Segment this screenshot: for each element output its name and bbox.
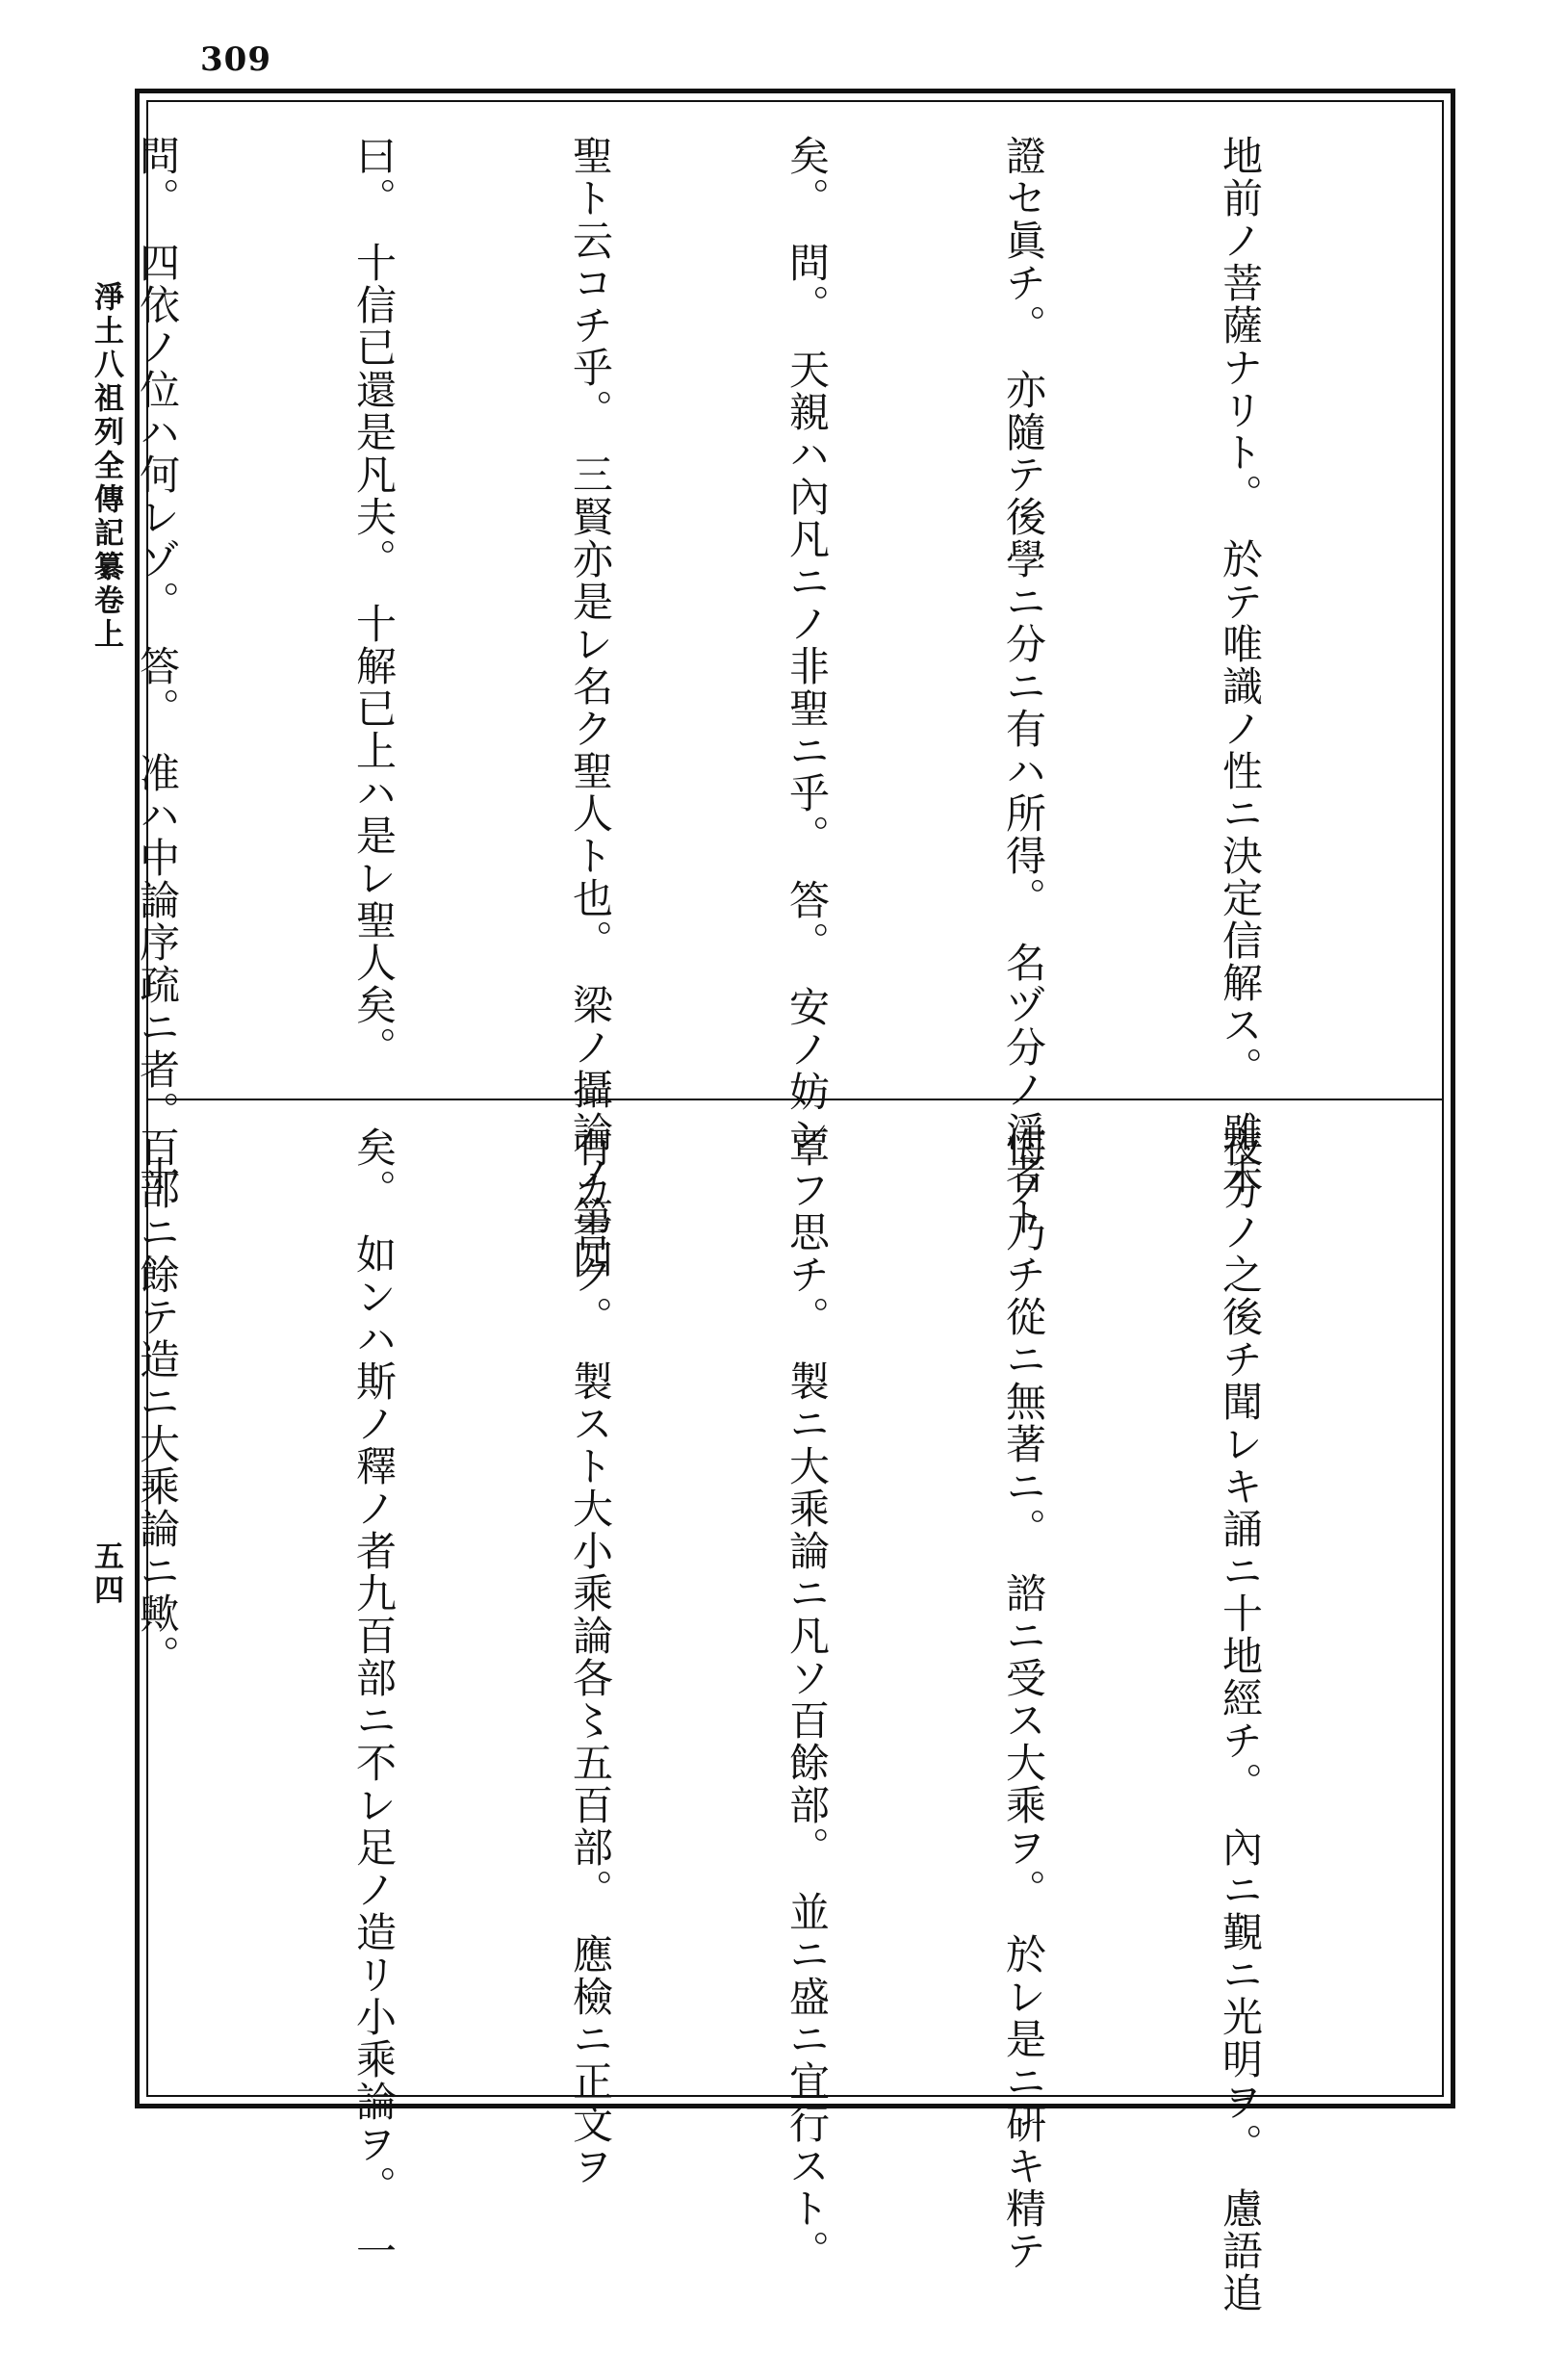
text-column: 地前ノ菩薩ナリト。 於テ唯識ノ性ニ決定信解ス。 雖未 <box>1217 135 1264 1196</box>
lower-text-block <box>134 1126 1421 2314</box>
text-column: 夜分ノ之後チ聞レキ誦ニ十地經チ。 內ニ覲ニ光明ヲ。 慮語追 <box>1217 1126 1264 2314</box>
text-column: 有カ言ク。 製スト大小乘論各〻五百部。 應檢ニ正文ヲ <box>567 1126 614 2187</box>
text-column: 矣。 問。 天親ハ內凡ニノ非聖ニ乎。 答。 安ノ妨ン <box>784 135 831 1155</box>
text-column: 矣。 如ンハ斯ノ釋ノ者九百部ニ不レ足ノ造リ小乘論ヲ。 一 <box>350 1126 398 2272</box>
text-column: 證セ眞チ。 亦隨テ後學ニ分ニ有ハ所得。 名ヅ分ノ淨者ト <box>1000 135 1047 1238</box>
page-number: 309 <box>200 40 271 79</box>
text-column: 問。 四依ノ位ハ何レゾ。 答。 准ハ中論序疏ニ者。 十 <box>134 135 181 1198</box>
upper-text-block <box>134 135 1421 1280</box>
margin-folio: 五四 <box>89 1540 123 1608</box>
text-column: 覃フ思チ。 製ニ大乘論ニ凡ソ百餘部。 並ニ盛ニ宜行スト。 <box>784 1126 831 2272</box>
margin-title: 淨土八祖列全傳記纂卷上 <box>89 281 123 652</box>
text-column: 曰。 十信已還是凡夫。 十解已上ハ是レ聖人矣。 <box>350 135 398 1069</box>
text-column: 聖ト云コチ乎。 三賢亦是レ名ク聖人ト也。 梁ノ攝論ノ第四 <box>567 135 614 1280</box>
text-column: 百部ニ餘テ造ニ大乘論ニ歟。 <box>134 1126 181 1677</box>
text-column: 悔ノ乃チ從ニ無著ニ。 諮ニ受ス大乘ヲ。 於レ是ニ硏キ精テ <box>1000 1126 1047 2272</box>
